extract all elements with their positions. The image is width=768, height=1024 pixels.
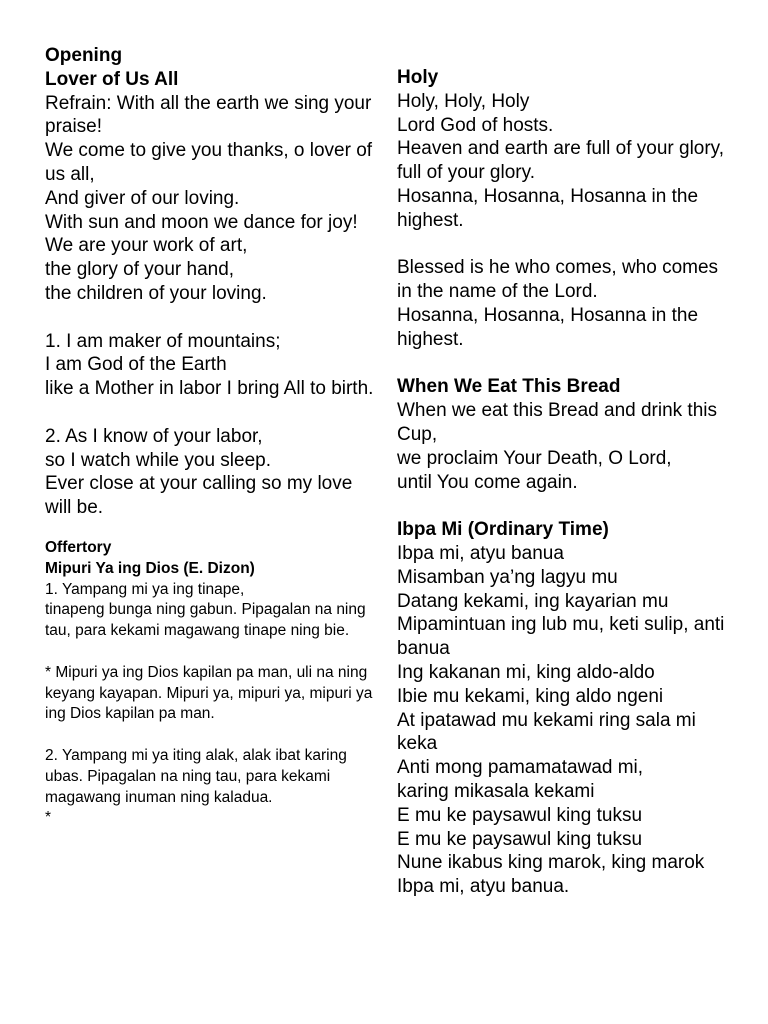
lyric-line: I am God of the Earth	[45, 354, 227, 376]
lyric-line: Heaven and earth are full of your glory,	[397, 138, 725, 160]
lyric-line: 2. Yampang mi ya iting alak, alak ibat karing ubas. Pipagalan na ning tau, para kekami magawang inuman ning kaladua.	[45, 746, 347, 806]
opening-section	[45, 44, 380, 520]
lyric-line: Holy, Holy, Holy	[397, 90, 530, 112]
offertory-refrain	[45, 663, 380, 725]
lyric-line: 1. I am maker of mountains;	[45, 330, 281, 352]
lyric-line: We are your work of art,	[45, 235, 248, 257]
lyric-line: Datang kekami, ing kayarian mu	[397, 590, 669, 612]
lyric-line: we proclaim Your Death, O Lord,	[397, 447, 672, 469]
lyric-line: Ever close at your calling so my love will be.	[45, 473, 353, 519]
lyric-line: Lord God of hosts.	[397, 114, 554, 136]
lyric-line: Refrain: With all the earth we sing your praise!	[45, 92, 372, 138]
right-column	[397, 66, 737, 899]
opening-refrain	[45, 92, 380, 306]
lyric-line: tinapeng bunga ning gabun. Pipagalan na ning tau, para kekami magawang tinape ning bie.	[45, 601, 366, 640]
lyric-line: * Mipuri ya ing Dios kapilan pa man, uli na ning keyang kayapan. Mipuri ya, mipuri ya, mipuri ya ing Dios kapilan pa man.	[45, 663, 373, 723]
opening-song-title: Lover of Us All	[45, 68, 179, 90]
ibpa-mi-heading: Ibpa Mi (Ordinary Time)	[397, 519, 609, 541]
lyric-line: At ipatawad mu kekami ring sala mi keka	[397, 709, 696, 755]
offertory-heading: Offertory	[45, 538, 112, 556]
lyric-line: And giver of our loving.	[45, 187, 240, 209]
lyric-line: so I watch while you sleep.	[45, 449, 272, 471]
left-column	[45, 44, 380, 829]
lyric-line: Ing kakanan mi, king aldo-aldo	[397, 661, 655, 683]
lyric-line: Hosanna, Hosanna, Hosanna in the highest.	[397, 304, 699, 350]
lyric-line: the glory of your hand,	[45, 259, 235, 281]
offertory-verse-1	[45, 580, 380, 642]
lyric-line: 1. Yampang mi ya ing tinape,	[45, 580, 245, 598]
offertory-verse-2	[45, 746, 380, 829]
lyric-line: *	[45, 809, 52, 827]
ibpa-mi-section	[397, 518, 737, 899]
lyric-line: Anti mong pamamatawad mi,	[397, 757, 644, 779]
lyric-line: karing mikasala kekami	[397, 780, 595, 802]
lyric-line: Ibpa mi, atyu banua	[397, 542, 564, 564]
lyric-line: Ibie mu kekami, king aldo ngeni	[397, 685, 664, 707]
offertory-section	[45, 538, 380, 829]
lyric-line: E mu ke paysawul king tuksu	[397, 828, 643, 850]
lyric-line: Ibpa mi, atyu banua.	[397, 876, 570, 898]
when-we-eat-heading: When We Eat This Bread	[397, 376, 621, 398]
holy-heading: Holy	[397, 67, 439, 88]
offertory-song-title: Mipuri Ya ing Dios (E. Dizon)	[45, 559, 255, 577]
lyric-line: the children of your loving.	[45, 282, 267, 304]
lyric-line: Misamban ya’ng lagyu mu	[397, 566, 618, 588]
holy-section	[397, 66, 737, 352]
lyric-line: Blessed is he who comes, who comes in the name of the Lord.	[397, 257, 719, 303]
lyric-line: E mu ke paysawul king tuksu	[397, 804, 643, 826]
opening-verse-2	[45, 425, 380, 520]
lyric-line: When we eat this Bread and drink this Cup,	[397, 400, 718, 445]
lyric-line: With sun and moon we dance for joy!	[45, 211, 358, 233]
lyric-line: We come to give you thanks, o lover of us all,	[45, 140, 373, 185]
opening-verse-1	[45, 330, 380, 401]
lyric-line: full of your glory.	[397, 162, 535, 184]
when-we-eat-section	[397, 375, 737, 494]
lyric-line: 2. As I know of your labor,	[45, 425, 263, 447]
opening-heading: Opening	[45, 45, 123, 66]
lyric-line: Hosanna, Hosanna, Hosanna in the highest.	[397, 185, 699, 231]
lyric-line: Mipamintuan ing lub mu, keti sulip, anti banua	[397, 614, 725, 660]
lyric-line: Nune ikabus king marok, king marok	[397, 852, 705, 874]
lyric-line: until You come again.	[397, 471, 578, 493]
lyric-line: like a Mother in labor I bring All to birth.	[45, 378, 374, 400]
